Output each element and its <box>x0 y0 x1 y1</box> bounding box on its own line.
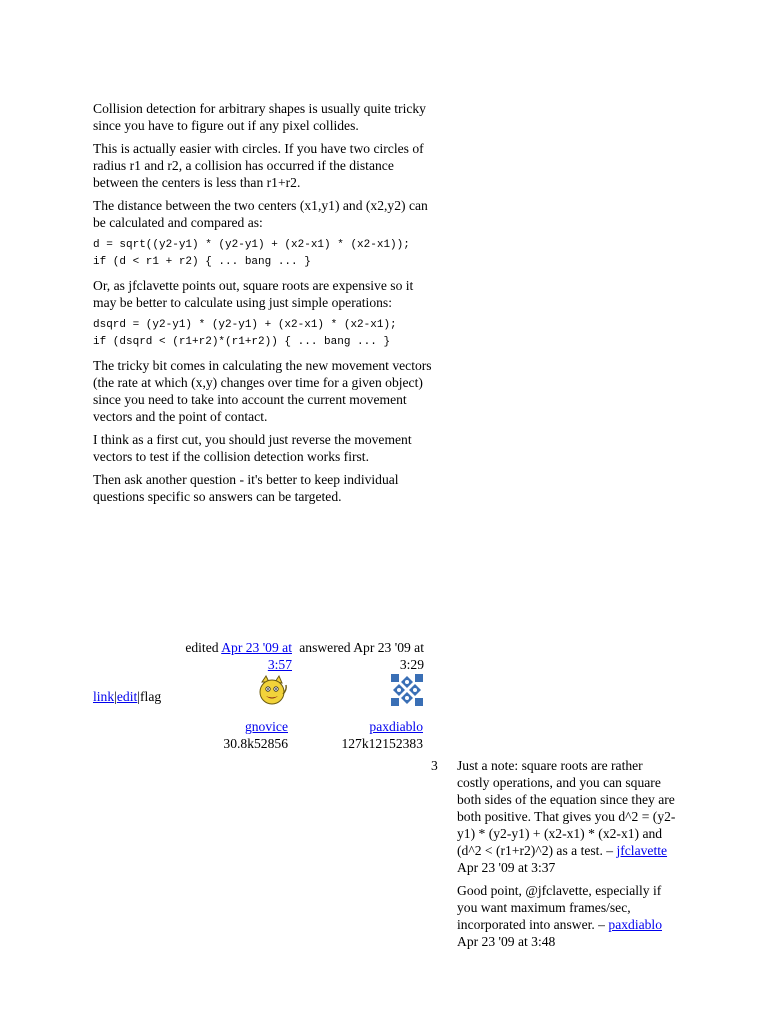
answer-paragraph: Collision detection for arbitrary shapes is usually quite tricky since you have to figure out if any pixel collides. <box>93 101 426 133</box>
answer-paragraph: This is actually easier with circles. If you have two circles of radius r1 and r2, a collision has occurred if the distance between the centers is less than r1+r2. <box>93 141 424 190</box>
post-menu <box>93 688 161 705</box>
answer-paragraph: The distance between the two centers (x1,y1) and (x2,y2) can be calculated and compared as: <box>93 198 428 230</box>
menu-separator: | <box>114 689 117 704</box>
answered-signature <box>294 639 424 673</box>
code-block: d = sqrt((y2-y1) * (y2-y1) + (x2-x1) * (x2-x1)); if (d < r1 + r2) { ... bang ... } <box>93 239 410 268</box>
comment-item <box>457 757 677 876</box>
edited-prefix: edited <box>185 640 219 655</box>
menu-separator: | <box>137 689 141 704</box>
comment-user-link[interactable]: jfclavette <box>616 843 668 858</box>
comment-user-link[interactable]: paxdiablo <box>608 917 662 932</box>
edit-link[interactable]: edit <box>116 689 138 704</box>
gnovice-user-link[interactable]: gnovice <box>244 719 288 734</box>
answer-paragraph: Then ask another question - it's better to keep individual questions specific so answers can be targeted. <box>93 472 399 504</box>
comment-text: Just a note: square roots are rather costly operations, and you can square both sides of the equation since they are both positive. That gives you d^2 = (y2-y1) * (y2-y1) + (x2-x1) * (x2-x1) and (d^2 < (r1+r2)^2) as a test. – <box>457 758 676 858</box>
gnovice-reputation: 30.8k52856 <box>223 736 288 751</box>
flag-link[interactable]: flag <box>140 689 162 704</box>
link-link[interactable]: link <box>93 689 115 704</box>
paxdiablo-reputation: 127k12152383 <box>341 736 423 751</box>
comments-list <box>457 757 677 956</box>
paxdiablo-user-details <box>300 718 423 735</box>
edited-signature <box>180 639 292 673</box>
gnovice-avatar-icon[interactable] <box>256 674 288 706</box>
answer-paragraph: The tricky bit comes in calculating the new movement vectors (the rate at which (x,y) changes over time for a given object) since you need to take into account the current movement vectors and the point of contact. <box>93 358 432 424</box>
comment-item <box>457 882 677 950</box>
comment-date: Apr 23 '09 at 3:37 <box>457 860 556 875</box>
paxdiablo-avatar-icon[interactable] <box>391 674 423 706</box>
answer-paragraph: Or, as jfclavette points out, square roots are expensive so it may be better to calculate using just simple operations: <box>93 278 414 310</box>
comment-text: Good point, @jfclavette, especially if you want maximum frames/sec, incorporated into answer. – <box>457 883 662 932</box>
edited-date-link[interactable]: Apr 23 '09 at 3:57 <box>221 640 292 672</box>
paxdiablo-user-link[interactable]: paxdiablo <box>369 719 423 734</box>
comment-date: Apr 23 '09 at 3:48 <box>457 934 556 949</box>
code-block: dsqrd = (y2-y1) * (y2-y1) + (x2-x1) * (x2-x1); if (dsqrd < (r1+r2)*(r1+r2)) { ... bang ... } <box>93 319 397 348</box>
answer-body <box>93 100 433 511</box>
comment-score: 3 <box>431 758 438 773</box>
answered-text: answered Apr 23 '09 at 3:29 <box>299 640 424 672</box>
answer-paragraph: I think as a first cut, you should just reverse the movement vectors to test if the collision detection works first. <box>93 432 412 464</box>
gnovice-user-details <box>180 718 288 735</box>
